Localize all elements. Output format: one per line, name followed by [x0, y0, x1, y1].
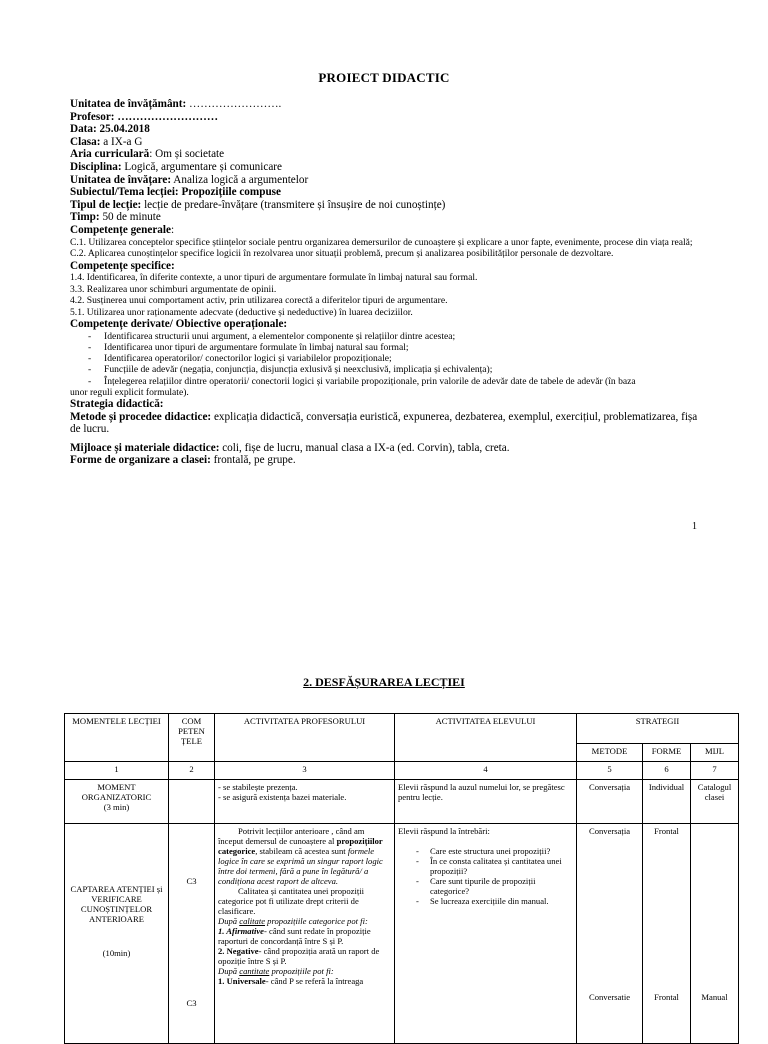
intrebari-list: [398, 846, 573, 906]
header-strategii: STRATEGII: [577, 714, 739, 744]
competenta-generala-1: C.1. Utilizarea conceptelor specifice științelor sociale pentru organizarea demersurilor de cunoaștere și explicare a unor fapte, evenimente, procese din viața reală;: [70, 236, 693, 248]
mijloace-cell: Manual: [691, 824, 739, 1044]
unitatea-invatare-line: Unitatea de învățare: Analiza logică a argumentelor: [70, 173, 309, 186]
document-title: PROIECT DIDACTIC: [318, 70, 450, 85]
obiective-list: [70, 331, 710, 398]
activitate-profesor-cell: Potrivit lecțiilor anterioare , când am început demersul de cunoaștere al propozițiilor categorice, stabileam că acestea sunt formele logice în care se exprimă un singur raport logic între doi termeni, fără a pune în legătură/ a condiționa acest raport de altceva. Calitatea și cantitatea unei propoziții categorice pot fi utilizate drept criterii de clasificare. După calitate propozițiile categorice pot fi: 1. Afirmative- când sunt redate în propoziție raporturi de concordanță între S și P. 2. Negative- când propoziția arată un raport de opoziție între S și P. După cantitate propozițiile pot fi: 1. Universale- când P se referă la întreaga: [215, 824, 395, 1044]
header-forme: FORME: [643, 744, 691, 762]
unitatea-line: Unitatea de învățământ: …………………….: [70, 98, 282, 110]
header-metode: METODE: [577, 744, 643, 762]
column-number: 4: [395, 762, 577, 780]
header-momente: MOMENTELE LECȚIEI: [65, 714, 169, 762]
table-row-moment-organizatoric: [65, 780, 739, 824]
forme-cell: Frontal Frontal: [643, 824, 691, 1044]
list-item: - Care sunt tipurile de propoziții categorice?: [416, 876, 573, 896]
activitate-elevi-cell: Elevii răspund la întrebări: - Care este structura unei propoziții? - În ce consta calitatea și cantitatea unei propoziții? - Care sunt tipurile de propoziții categorice? - Se lucreaza exercițiile din manual.: [395, 824, 577, 1044]
mijloace-cell: Catalogul clasei: [691, 780, 739, 824]
competenta-specifica-3: 4.2. Susținerea unui comportament activ, prin utilizarea corectă a diferitelor tipuri de argumentare.: [70, 295, 448, 307]
moment-cell: MOMENT ORGANIZATORIC (3 min): [65, 780, 169, 824]
column-number: 5: [577, 762, 643, 780]
column-number: 1: [65, 762, 169, 780]
obiectiv-item: - Identificarea unor tipuri de argumentare formulate în limbaj natural sau formal;: [70, 342, 710, 353]
section-title: 2. DESFĂȘURAREA LECȚIEI: [303, 675, 465, 689]
header-competente: COM PETEN ȚELE: [169, 714, 215, 762]
column-number: 3: [215, 762, 395, 780]
competente-specifice-heading: Competențe specifice:: [70, 259, 175, 272]
strategia-heading: Strategia didactică:: [70, 397, 164, 410]
data-line: Data: 25.04.2018: [70, 123, 150, 136]
metode-line: Metode și procedee didactice: explicația didactică, conversația euristică, expunerea, dezbaterea, exemplul, exercițiul, problematizarea, fișa de lucru.: [70, 410, 698, 436]
competenta-specifica-1: 1.4. Identificarea, în diferite contexte, a unor tipuri de argumentare formulate în limbaj natural sau formal.: [70, 272, 478, 284]
obiectiv-item: - Identificarea operatorilor/ conectorilor logici și variabilelor propoziționale;: [70, 353, 710, 364]
forme-cell: Individual: [643, 780, 691, 824]
subiect-line: Subiectul/Tema lecției: Propozițiile compuse: [70, 186, 281, 199]
obiectiv-continuation: unor reguli explicit formulate).: [70, 386, 189, 398]
clasa-line: Clasa: a IX-a G: [70, 135, 143, 148]
table-number-row: [65, 762, 739, 780]
activitate-profesor-cell: - se stabilește prezența. - se asigură existența bazei materiale.: [215, 780, 395, 824]
column-number: 7: [691, 762, 739, 780]
competenta-specifica-2: 3.3. Realizarea unor schimburi argumentate de opinii.: [70, 283, 277, 295]
metode-cell: Conversația Conversatie: [577, 824, 643, 1044]
competente-derivate-heading: Competențe derivate/ Obiective operaționale:: [70, 318, 288, 331]
forme-line: Forme de organizare a clasei: frontală, pe grupe.: [70, 454, 296, 467]
tipul-lectiei-line: Tipul de lecție: lecție de predare-învățare (transmitere și însușire de noi cunoștințe): [70, 198, 446, 211]
header-mijloace: MIJL: [691, 744, 739, 762]
metode-cell: Conversația: [577, 780, 643, 824]
competenta-generala-2: C.2. Aplicarea cunoștințelor specifice logicii în rezolvarea unor situații problemă, precum și analizarea posibilităților personale de dezvoltare.: [70, 248, 614, 260]
lesson-header: [70, 98, 710, 467]
moment-cell: CAPTAREA ATENȚIEI și VERIFICARE CUNOȘTINȚELOR ANTERIOARE (10min): [65, 824, 169, 1044]
header-activitatea-elevului: ACTIVITATEA ELEVULUI: [395, 714, 577, 762]
obiectiv-item: - Înțelegerea relațiilor dintre operatorii/ conectorii logici și variabile propoziționale, prin valorile de adevăr date de tabele de adevăr (în baza: [70, 376, 710, 387]
disciplina-line: Disciplina: Logică, argumentare și comunicare: [70, 160, 282, 173]
competenta-specifica-4: 5.1. Utilizarea unor raționamente adecvate (deductive și nedeductive) în luarea deciziilor.: [70, 306, 413, 318]
obiectiv-item: - Funcțiile de adevăr (negația, conjuncția, disjuncția exlusivă și neexclusivă, implicația și echivalența);: [70, 364, 710, 375]
aria-line: Aria curriculară: Om și societate: [70, 148, 225, 161]
mijloace-line: Mijloace și materiale didactice: coli, fișe de lucru, manual clasa a IX-a (ed. Corvin), tabla, creta.: [70, 441, 510, 454]
competente-cell: [169, 780, 215, 824]
column-number: 2: [169, 762, 215, 780]
activitate-elevi-cell: Elevii răspund la auzul numelui lor, se pregătesc pentru lecție.: [395, 780, 577, 824]
table-row-captarea-atentiei: [65, 824, 739, 1044]
table-header-row: [65, 714, 739, 744]
competente-cell: C3 C3: [169, 824, 215, 1044]
page-number: 1: [692, 521, 697, 532]
profesor-line: Profesor: ………………………: [70, 110, 219, 123]
competente-generale-heading: Competențe generale:: [70, 223, 175, 236]
list-item: - Se lucreaza exercițiile din manual.: [416, 896, 573, 906]
list-item: - În ce consta calitatea și cantitatea unei propoziții?: [416, 856, 573, 876]
list-item: - Care este structura unei propoziții?: [416, 846, 573, 856]
header-activitatea-profesorului: ACTIVITATEA PROFESORULUI: [215, 714, 395, 762]
column-number: 6: [643, 762, 691, 780]
obiectiv-item: - Identificarea structurii unui argument, a elementelor componente și relațiilor dintre acestea;: [70, 331, 710, 342]
lesson-table: [64, 713, 739, 1044]
timp-line: Timp: 50 de minute: [70, 211, 161, 224]
